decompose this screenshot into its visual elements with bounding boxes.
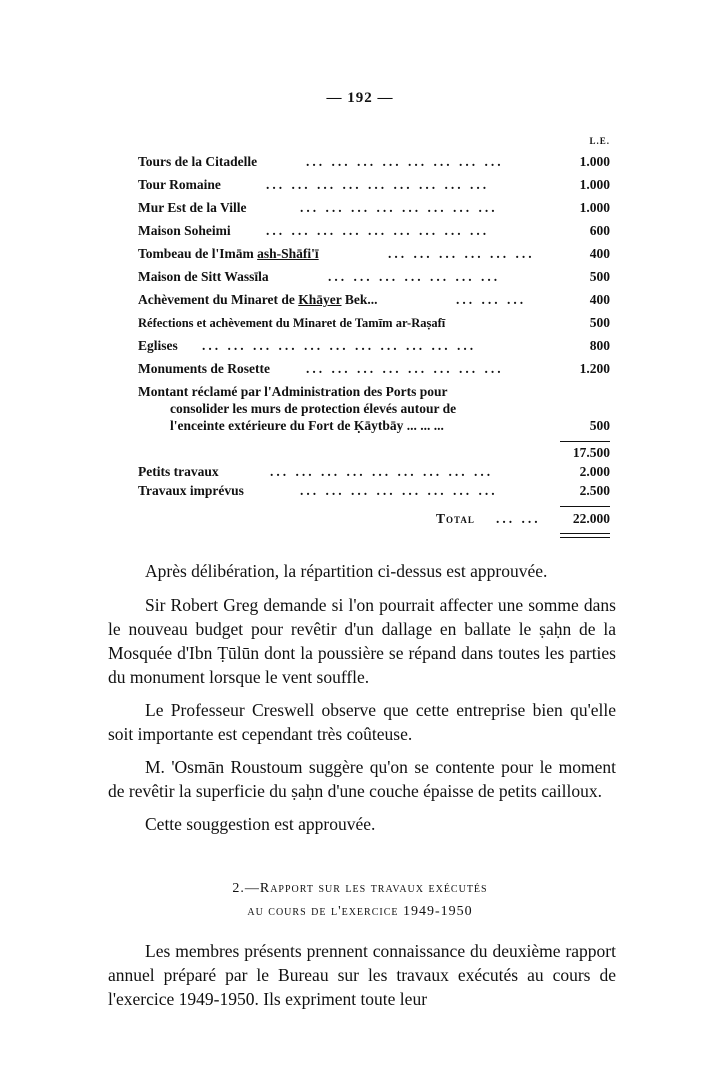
leader-dots: ... ... ... ... ... ... ... ... ... ... ... bbox=[202, 338, 477, 353]
budget-row-label: Mur Est de la Ville bbox=[138, 200, 247, 215]
leader-dots: ... ... ... ... ... ... ... ... ... bbox=[270, 464, 494, 479]
budget-row bbox=[138, 267, 610, 287]
budget-row bbox=[138, 462, 610, 482]
leader-dots: ... ... ... ... ... ... ... bbox=[328, 269, 501, 284]
budget-row-label: Tombeau de l'Imām ash-Shāfi'ī bbox=[138, 246, 319, 261]
budget-row-label: Maison de Sitt Wassīla bbox=[138, 269, 269, 284]
budget-row-amount: 500 bbox=[589, 269, 610, 284]
total-amount: 22.000 bbox=[572, 511, 610, 526]
budget-row-label: Tour Romaine bbox=[138, 177, 221, 192]
paragraph: Cette souggestion est approuvée. bbox=[145, 814, 376, 834]
budget-row-multiline bbox=[138, 383, 610, 435]
budget-row-label: Achèvement du Minaret de Khāyer Bek... bbox=[138, 292, 378, 307]
total-label: Total bbox=[436, 511, 475, 526]
budget-row bbox=[138, 152, 610, 172]
budget-row-label: Tours de la Citadelle bbox=[138, 154, 258, 169]
body-text bbox=[108, 559, 616, 836]
budget-row-amount: 2.000 bbox=[579, 464, 610, 479]
budget-row-label: Maison Soheimi bbox=[138, 223, 231, 238]
budget-row-label-line: l'enceinte extérieure du Fort de Ḳāytbāy ... ... ... bbox=[170, 418, 444, 433]
budget-row bbox=[138, 313, 610, 333]
underlined-name: ash-Shāfi'ī bbox=[257, 246, 319, 261]
budget-row-amount: 400 bbox=[589, 246, 610, 261]
budget-row-amount: 1.000 bbox=[579, 154, 610, 169]
total-rule bbox=[560, 506, 610, 507]
leader-dots: ... ... ... ... ... ... ... ... ... bbox=[266, 177, 490, 192]
leader-dots: ... ... ... ... ... ... bbox=[388, 246, 535, 261]
page-number: — 192 — bbox=[326, 90, 394, 106]
paragraph: Après délibération, la répartition ci-dessus est approuvée. bbox=[145, 561, 548, 581]
budget-row-label: Eglises bbox=[138, 338, 178, 353]
leader-dots: ... ... ... ... ... ... ... ... bbox=[300, 200, 498, 215]
budget-row-label-line: consolider les murs de protection élevés autour de bbox=[170, 401, 457, 416]
budget-row bbox=[138, 481, 610, 501]
leader-dots: ... ... ... ... ... ... ... ... bbox=[300, 483, 498, 498]
section-heading-line: au cours de l'exercice 1949-1950 bbox=[247, 904, 473, 919]
budget-row-amount: 800 bbox=[589, 338, 610, 353]
body-text bbox=[108, 939, 616, 1011]
leader-dots: ... ... ... ... ... ... ... ... bbox=[306, 154, 504, 169]
paragraph: M. 'Osmān Roustoum suggère qu'on se contente pour le moment de revêtir la superficie du ṣaḥn d'une couche épaisse de petits cailloux. bbox=[108, 757, 616, 801]
budget-row bbox=[138, 359, 610, 379]
budget-row bbox=[138, 244, 610, 264]
section-heading-line: 2.—Rapport sur les travaux exécutés bbox=[232, 881, 488, 896]
budget-row bbox=[138, 198, 610, 218]
budget-row-amount: 600 bbox=[589, 223, 610, 238]
section-heading bbox=[0, 877, 720, 923]
budget-row bbox=[138, 290, 610, 310]
subtotal-amount: 17.500 bbox=[572, 445, 610, 460]
total-double-rule bbox=[560, 533, 610, 538]
paragraph: Les membres présents prennent connaissance du deuxième rapport annuel préparé par le Bureau sur les travaux exécutés au cours de l'exercice 1949-1950. Ils expriment toute leur bbox=[108, 941, 616, 1009]
budget-row-amount: 2.500 bbox=[579, 483, 610, 498]
budget-row-label: Réfections et achèvement du Minaret de Tamīm ar-Raṣafī bbox=[138, 316, 446, 330]
paragraph: Le Professeur Creswell observe que cette entreprise bien qu'elle soit importante est cependant très coûteuse. bbox=[108, 700, 616, 744]
budget-row bbox=[138, 175, 610, 195]
budget-row-label-line: Montant réclamé par l'Administration des Ports pour bbox=[138, 384, 448, 399]
budget-row-amount: 500 bbox=[589, 418, 610, 433]
budget-row-amount: 400 bbox=[589, 292, 610, 307]
leader-dots: ... ... ... bbox=[456, 292, 527, 307]
underlined-name: Khāyer bbox=[298, 292, 342, 307]
leader-dots: ... ... bbox=[496, 511, 541, 526]
budget-row-label: Petits travaux bbox=[138, 464, 219, 479]
subtotal-rule bbox=[560, 441, 610, 442]
leader-dots: ... ... ... ... ... ... ... ... ... bbox=[266, 223, 490, 238]
budget-row-amount: 1.000 bbox=[579, 177, 610, 192]
budget-row bbox=[138, 336, 610, 356]
budget-row-label: Monuments de Rosette bbox=[138, 361, 270, 376]
leader-dots: ... ... ... ... ... ... ... ... bbox=[306, 361, 504, 376]
paragraph: Sir Robert Greg demande si l'on pourrait affecter une somme dans le nouveau budget pour revêtir d'un dallage en ballate le ṣaḥn de la Mosquée d'Ibn Ṭūlūn dont la poussière se répand dans toutes les parties du monument lorsque le vent souffle. bbox=[108, 595, 616, 687]
currency-unit: L.E. bbox=[589, 136, 610, 146]
budget-row-amount: 1.200 bbox=[579, 361, 610, 376]
budget-row-amount: 500 bbox=[589, 315, 610, 330]
budget-row-amount: 1.000 bbox=[579, 200, 610, 215]
total-row bbox=[138, 509, 610, 529]
subtotal-row bbox=[138, 443, 610, 463]
budget-row-label: Travaux imprévus bbox=[138, 483, 244, 498]
budget-row bbox=[138, 221, 610, 241]
